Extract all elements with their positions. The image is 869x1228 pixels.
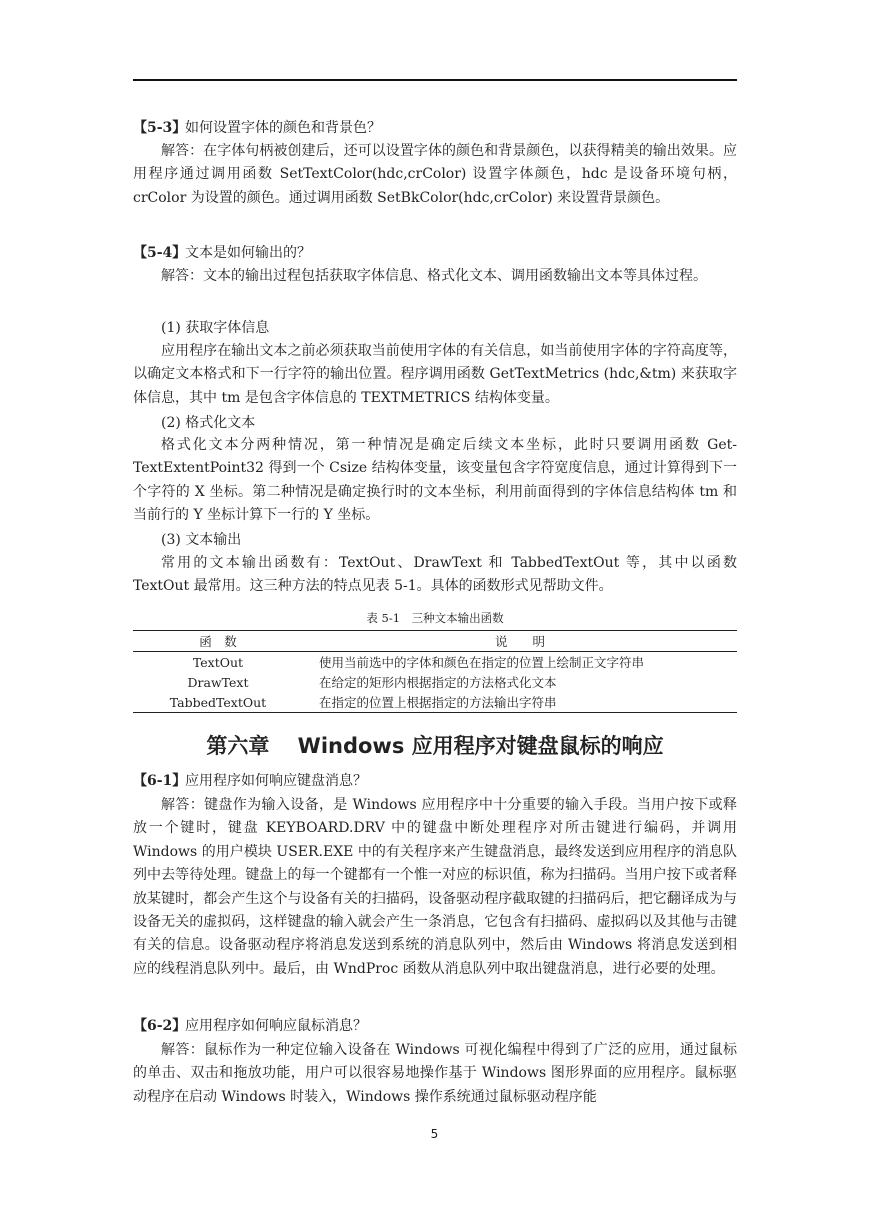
question-title: 应用程序如何响应键盘消息？ xyxy=(185,773,367,789)
table-cell-function: TextOut xyxy=(192,654,244,670)
paragraph-text-output: 常用的文本输出函数有：TextOut、DrawText 和 TabbedTextOut 等，其中以函数 TextOut 最常用。这三种方法的特点见表 5-1。具体的函数形式见帮助文件。 xyxy=(133,555,737,595)
table-row xyxy=(133,652,737,673)
question-tag: 【6-2】 xyxy=(133,1018,187,1034)
table-cell-description: 在指定的位置上根据指定的方法输出字符串 xyxy=(303,692,737,713)
subheading-3: (3) 文本输出 xyxy=(161,532,242,548)
question-5-3 xyxy=(133,118,381,138)
question-title: 应用程序如何响应鼠标消息？ xyxy=(185,1018,367,1034)
subheading-1: (1) 获取字体信息 xyxy=(161,320,270,336)
answer-6-1: 解答：键盘作为输入设备，是 Windows 应用程序中十分重要的输入手段。当用户按下或释放一个键时，键盘 KEYBOARD.DRV 中的键盘中断处理程序对所击键进行编码，并调用 Windows 的用户模块 USER.EXE 中的有关程序来产生键盘消息，最终发送到应用程序的消息队列中去等待处理。键盘上的每一个键都有一个惟一对应的标识值，称为扫描码。当用户按下或者释放某键时，都会产生这个与设备有关的扫描码，设备驱动程序截取键的扫描码后，把它翻译成为与设备无关的虚拟码，这样键盘的输入就会产生一条消息，它包含有扫描码、虚拟码以及其他与击键有关的信息。设备驱动程序将消息发送到系统的消息队列中，然后由 Windows 将消息发送到相应的线程消息队列中。最后，由 WndProc 函数从消息队列中取出键盘消息，进行必要的处理。 xyxy=(133,797,737,977)
table-header-row xyxy=(133,631,737,652)
answer-5-3: 解答：在字体句柄被创建后，还可以设置字体的颜色和背景颜色，以获得精美的输出效果。应用程序通过调用函数 SetTextColor(hdc,crColor) 设置字体颜色，hdc 是设备环境句柄，crColor 为设置的颜色。通过调用函数 SetBkColor(hdc,crColor) 来设置背景颜色。 xyxy=(133,143,737,206)
page-number: 5 xyxy=(430,1127,439,1141)
table-cell-description: 使用当前选中的字体和颜色在指定的位置上绘制正文字符串 xyxy=(319,655,645,670)
chapter-title: 第六章 Windows 应用程序对键盘鼠标的响应 xyxy=(206,734,664,758)
table-cell-function: TabbedTextOut xyxy=(133,692,303,713)
paragraph-font-info: 应用程序在输出文本之前必须获取当前使用字体的有关信息，如当前使用字体的字符高度等，以确定文本格式和下一行字符的输出位置。程序调用函数 GetTextMetrics (hdc,&tm) 来获取字体信息，其中 tm 是包含字体信息的 TEXTMETRICS 结构体变量。 xyxy=(133,343,737,406)
subheading-2: (2) 格式化文本 xyxy=(161,415,256,431)
table-cell-description: 在给定的矩形内根据指定的方法格式化文本 xyxy=(319,675,557,690)
table-header-function: 函 数 xyxy=(133,631,303,652)
table-header-description: 说 明 xyxy=(303,631,737,652)
question-tag: 【5-3】 xyxy=(133,120,187,136)
question-title: 文本是如何输出的？ xyxy=(185,245,311,261)
question-6-1 xyxy=(133,771,367,791)
answer-5-4: 解答：文本的输出过程包括获取字体信息、格式化文本、调用函数输出文本等具体过程。 xyxy=(161,268,707,284)
question-title: 如何设置字体的颜色和背景色？ xyxy=(185,120,381,136)
text-output-functions-table xyxy=(133,630,737,713)
question-6-2 xyxy=(133,1016,367,1036)
table-caption: 表 5-1 三种文本输出函数 xyxy=(366,611,504,625)
question-5-4 xyxy=(133,243,311,263)
answer-6-2: 解答：鼠标作为一种定位输入设备在 Windows 可视化编程中得到了广泛的应用，通过鼠标的单击、双击和拖放功能，用户可以很容易地操作基于 Windows 图形界面的应用程序。鼠标驱动程序在启动 Windows 时装入，Windows 操作系统通过鼠标驱动程序能 xyxy=(133,1042,737,1105)
paragraph-format-text: 格式化文本分两种情况，第一种情况是确定后续文本坐标，此时只要调用函数 Get-TextExtentPoint32 得到一个 Csize 结构体变量，该变量包含字符宽度信息，通过计算得到下一个字符的 X 坐标。第二种情况是确定换行时的文本坐标，利用前面得到的字体信息结构体 tm 和当前行的 Y 坐标计算下一行的 Y 坐标。 xyxy=(133,437,737,524)
question-tag: 【5-4】 xyxy=(133,245,187,261)
header-rule xyxy=(133,79,737,81)
table-row xyxy=(133,672,737,692)
question-tag: 【6-1】 xyxy=(133,773,187,789)
table-cell-function: DrawText xyxy=(187,674,249,690)
table-row xyxy=(133,692,737,713)
